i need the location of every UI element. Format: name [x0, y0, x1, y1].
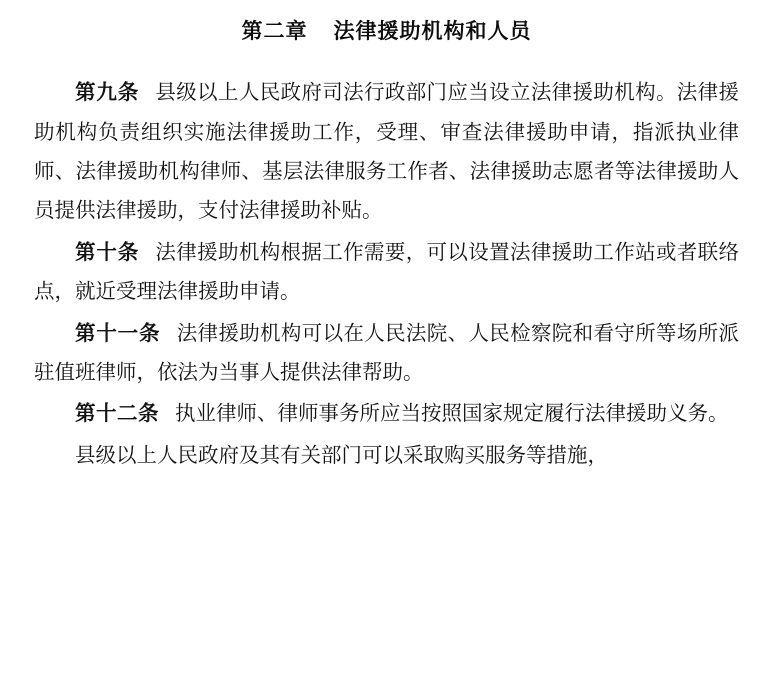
chapter-title	[34, 16, 739, 45]
article-9	[34, 73, 739, 230]
article-12	[34, 394, 739, 433]
article-10	[34, 233, 739, 312]
chapter-number: 第二章	[241, 18, 308, 43]
document-page	[0, 16, 773, 696]
article-11	[34, 314, 739, 393]
article-12-text: 执业律师、律师事务所应当按照国家规定履行法律援助义务。	[175, 401, 729, 426]
article-12-label: 第十二条	[75, 401, 159, 426]
chapter-name: 法律援助机构和人员	[333, 18, 532, 43]
article-9-label: 第九条	[75, 80, 140, 105]
article-9-text: 县级以上人民政府司法行政部门应当设立法律援助机构。法律援助机构负责组织实施法律援助工作，受理、审查法律援助申请，指派执业律师、法律援助机构律师、基层法律服务工作者、法律援助志愿者等法律援助人员提供法律援助，支付法律援助补贴。	[34, 80, 740, 223]
closing-paragraph: 县级以上人民政府及其有关部门可以采取购买服务等措施，	[75, 442, 608, 467]
article-11-text: 法律援助机构可以在人民法院、人民检察院和看守所等场所派驻值班律师，依法为当事人提供法律帮助。	[34, 320, 740, 384]
article-10-text: 法律援助机构根据工作需要，可以设置法律援助工作站或者联络点，就近受理法律援助申请。	[34, 239, 740, 304]
article-10-label: 第十条	[75, 239, 140, 264]
article-11-label: 第十一条	[75, 320, 161, 345]
